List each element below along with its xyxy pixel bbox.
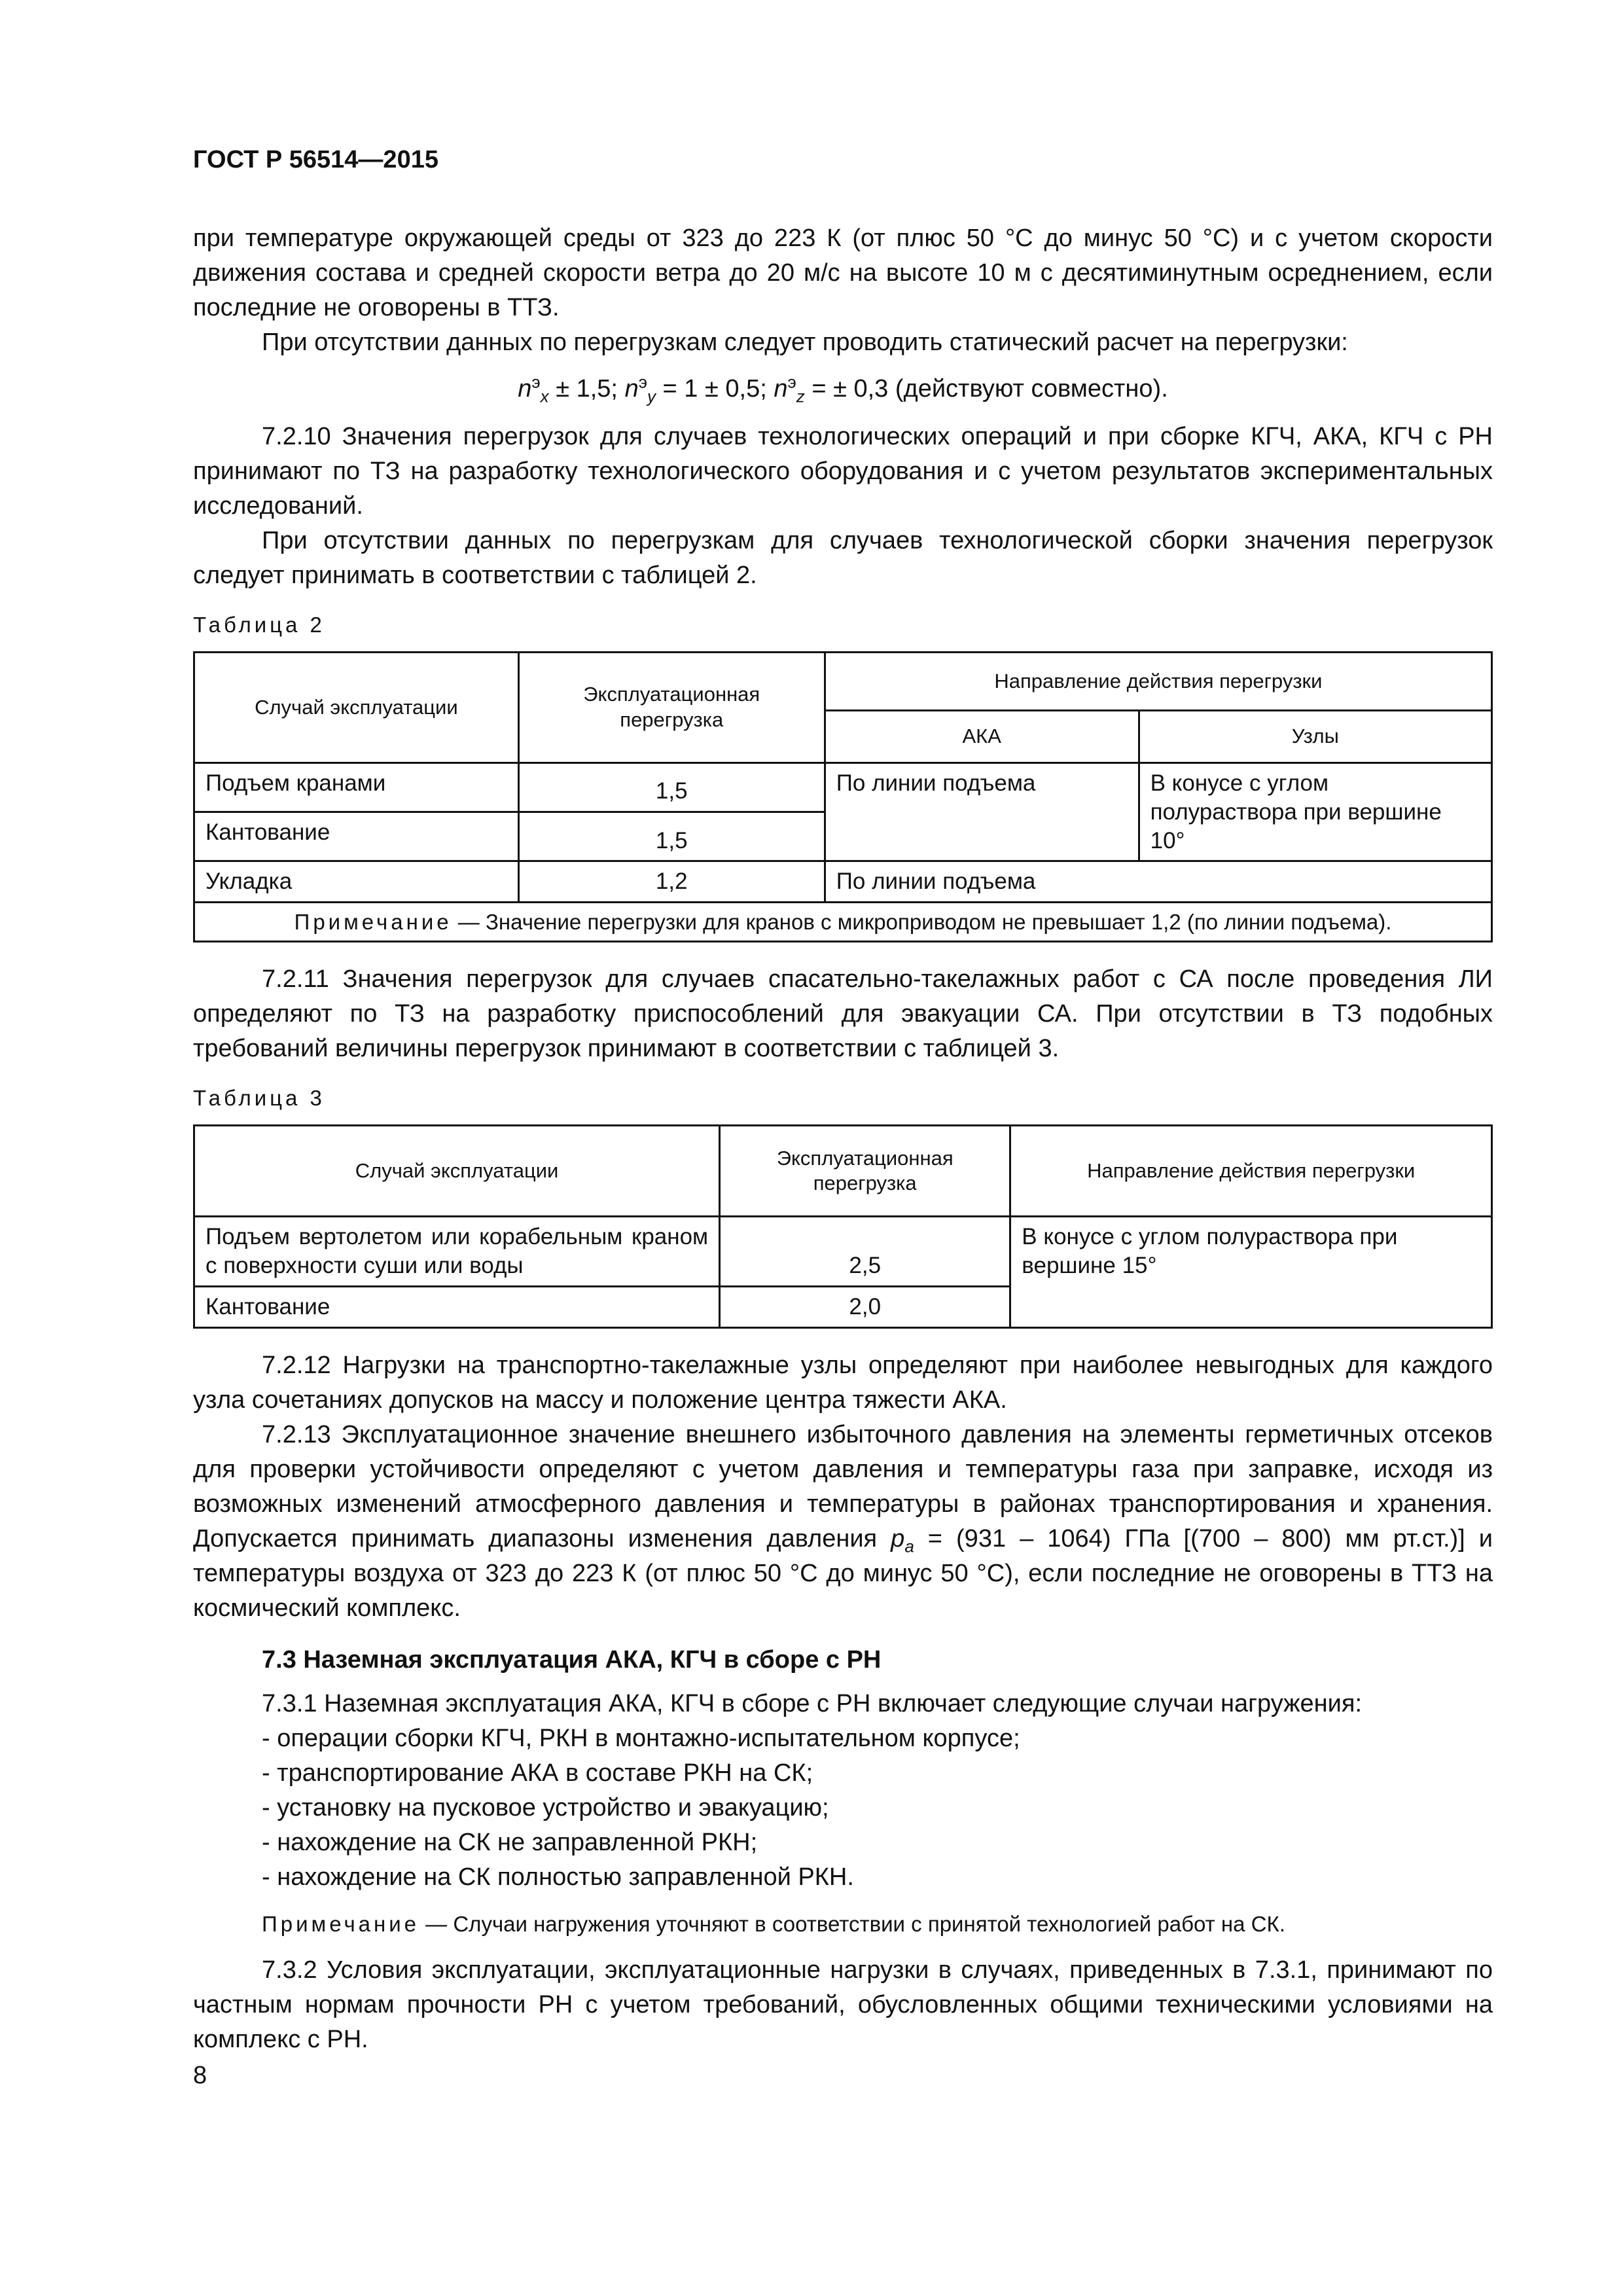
table-caption: Таблица 2	[193, 613, 325, 637]
table-cell: 1,5	[518, 812, 825, 861]
paragraph: 7.3.1 Наземная эксплуатация АКА, КГЧ в сборе с РН включает следующие случаи нагружения:	[262, 1689, 1363, 1717]
column-header: Эксплуатационная перегрузка	[720, 1126, 1010, 1217]
list-item: - операции сборки КГЧ, РКН в монтажно-испытательном корпусе;	[262, 1724, 1020, 1752]
table-2	[193, 651, 1493, 942]
document-header: ГОСТ Р 56514—2015	[193, 146, 438, 173]
list-item: - нахождение на СК не заправленной РКН;	[262, 1828, 758, 1856]
table-cell: Подъем кранами	[194, 763, 519, 812]
table-row	[194, 1217, 1492, 1287]
table-cell: 1,5	[518, 763, 825, 812]
column-header: Направление действия перегрузки	[825, 653, 1491, 711]
table-row	[194, 763, 1492, 812]
paragraph: 7.2.10 Значения перегрузок для случаев технологических операций и при сборке КГЧ, АКА, КГЧ с РН принимают по ТЗ на разработку технологического оборудования и с учетом результатов экспериментальных исследований.	[193, 423, 1493, 520]
section-heading: 7.3 Наземная эксплуатация АКА, КГЧ в сборе с РН	[262, 1645, 882, 1674]
column-header: АКА	[825, 711, 1139, 763]
table-cell: Кантование	[194, 1286, 720, 1327]
column-header: Случай эксплуатации	[194, 653, 519, 763]
table-header-row	[194, 1126, 1492, 1217]
table-note: Примечание — Значение перегрузки для кранов с микроприводом не превышает 1,2 (по линии подъема).	[194, 903, 1492, 942]
column-header: Узлы	[1139, 711, 1491, 763]
paragraph: при температуре окружающей среды от 323 до 223 К (от плюс 50 °С до минус 50 °С) и с учетом скорости движения состава и средней скорости ветра до 20 м/с на высоте 10 м с десятиминутным осреднением, если последние не оговорены в ТТЗ.	[193, 224, 1493, 321]
column-header: Случай эксплуатации	[194, 1126, 720, 1217]
page-number: 8	[193, 2062, 207, 2089]
table-header-row	[194, 653, 1492, 711]
note: Примечание — Случаи нагружения уточняют в соответствии с принятой технологией работ на СК.	[262, 1911, 1285, 1936]
list-item: - установку на пусковое устройство и эвакуацию;	[262, 1793, 829, 1821]
table-cell: Кантование	[194, 812, 519, 861]
paragraph: 7.2.12 Нагрузки на транспортно-такелажные узлы определяют при наиболее невыгодных для каждого узла сочетаниях допусков на массу и положение центра тяжести АКА.	[193, 1351, 1493, 1414]
table-cell: 2,0	[720, 1286, 1010, 1327]
table-cell: По линии подъема	[825, 763, 1139, 861]
paragraph: 7.2.11 Значения перегрузок для случаев спасательно-такелажных работ с СА после проведения ЛИ определяют по ТЗ на разработку приспособлений для эвакуации СА. При отсутствии в ТЗ подобных требований величины перегрузок принимают в соответствии с таблицей 3.	[193, 965, 1493, 1063]
paragraph: 7.2.13 Эксплуатационное значение внешнего избыточного давления на элементы герметичных отсеков для проверки устойчивости определяют с учетом давления и температуры газа при заправке, исходя из возможных изменений атмосферного давления и температуры в районах транспортирования и хранения. Допускается принимать диапазоны изменения давления $p_a = (931 - 1064)$ ГПа [(700 – 800) мм рт.ст.)] и температуры воздуха от 323 до 223 К (от плюс 50 °С до минус 50 °С), если последние не оговорены в ТТЗ на космический комплекс.	[193, 1420, 1493, 1622]
table-cell: 1,2	[518, 861, 825, 903]
page-content	[193, 221, 1493, 2057]
table-caption: Таблица 3	[193, 1086, 325, 1111]
table-cell: В конусе с углом полураствора при вершине 10°	[1139, 763, 1491, 861]
table-cell: По линии подъема	[825, 861, 1491, 903]
table-row	[194, 861, 1492, 903]
paragraph: При отсутствии данных по перегрузкам следует проводить статический расчет на перегрузки:	[262, 329, 1348, 356]
formula: $n^э_x \pm 1,5$; $n^э_y = 1 \pm 0,5$; $n^э_z$ = ± 0,3 (действуют совместно).	[518, 372, 1168, 406]
paragraph: При отсутствии данных по перегрузкам для случаев технологической сборки значения перегрузок следует принимать в соответствии с таблицей 2.	[193, 527, 1493, 589]
paragraph: 7.3.2 Условия эксплуатации, эксплуатационные нагрузки в случаях, приведенных в 7.3.1, принимают по частным нормам прочности РН с учетом требований, обусловленных общими техническими условиями на комплекс с РН.	[193, 1956, 1493, 2053]
column-header: Эксплуатационная перегрузка	[518, 653, 825, 763]
table-cell: В конусе с углом полураствора при вершине 15°	[1010, 1217, 1492, 1327]
table-3	[193, 1124, 1493, 1328]
list-item: - нахождение на СК полностью заправленной РКН.	[262, 1863, 854, 1891]
table-cell: 2,5	[720, 1217, 1010, 1287]
table-cell: Подъем вертолетом или корабельным краном с поверхности суши или воды	[194, 1217, 720, 1287]
table-note-row	[194, 903, 1492, 942]
column-header: Направление действия перегрузки	[1010, 1126, 1492, 1217]
list-item: - транспортирование АКА в составе РКН на СК;	[262, 1759, 813, 1787]
table-cell: Укладка	[194, 861, 519, 903]
